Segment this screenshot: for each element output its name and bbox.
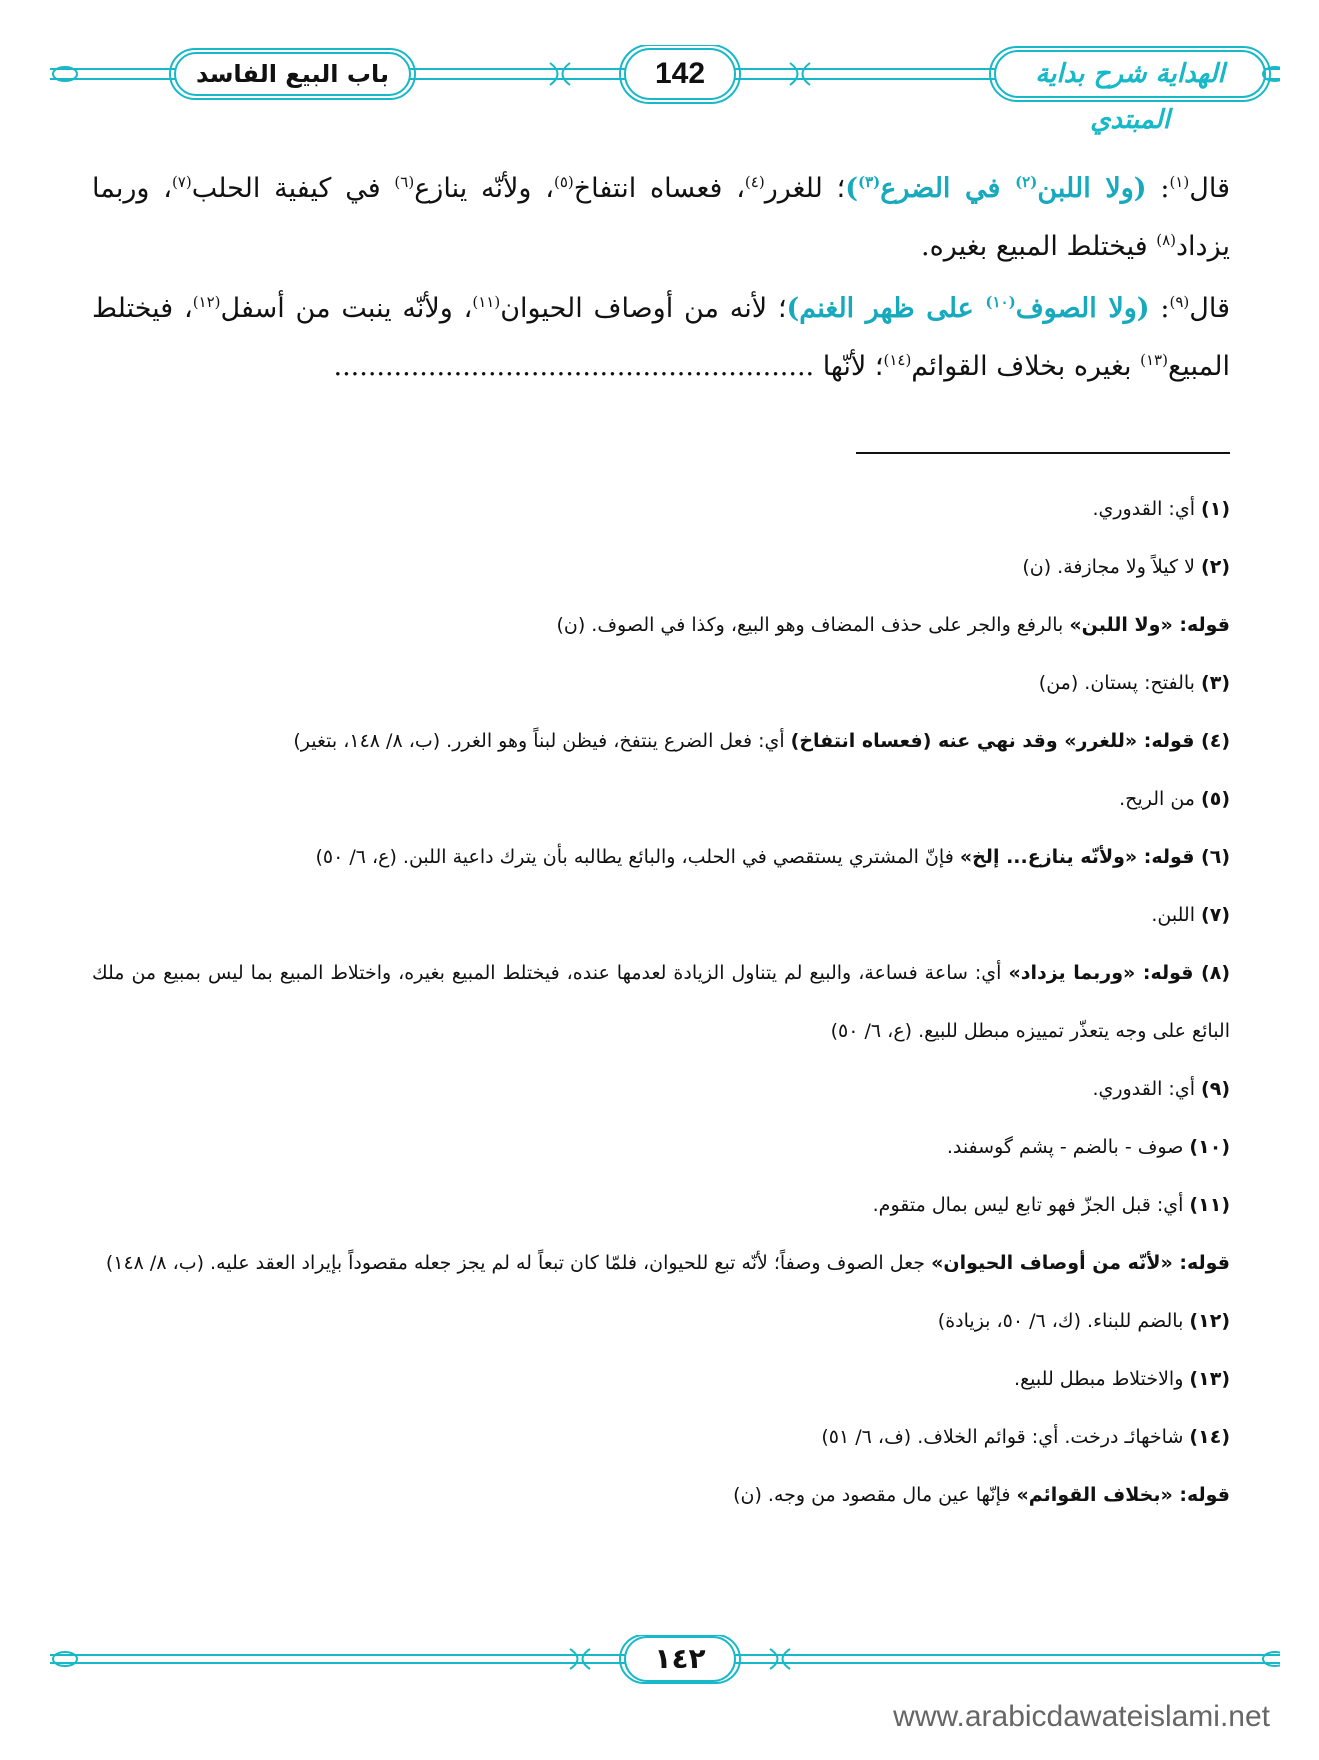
footnote-item <box>92 1118 1230 1176</box>
footnote-item <box>92 1176 1230 1234</box>
website-watermark: www.arabicdawateislami.net <box>893 1700 1270 1733</box>
text-run: قال <box>1189 293 1230 324</box>
footnote-lead: (٥) <box>1201 788 1230 810</box>
header-page-number: 142 <box>654 57 706 90</box>
main-paragraph-2 <box>92 280 1230 396</box>
footnote-lead: (١٤) <box>1189 1426 1230 1448</box>
footnote-ref: (١٢) <box>192 293 221 311</box>
footnote-lead: (١) <box>1201 498 1230 520</box>
footnote-item <box>92 944 1230 1060</box>
footnote-text: أي: ساعة فساعة، والبيع لم يتناول الزيادة لعدمها عنده، فيختلط المبيع بغيره، واختلاط المبيع بما ليس بمبيع من ملك البائع على وجه يتعذّر تمييزه مبطل للبيع. (ع، ٦/ ٥٠) <box>92 962 1230 1042</box>
footnote-lead: (٤) قوله: «للغرر» وقد نهي عنه (فعساه انتفاخ) <box>790 730 1230 752</box>
footnote-item <box>92 770 1230 828</box>
footnote-lead: قوله: «لأنّه من أوصاف الحيوان» <box>931 1252 1230 1274</box>
footnote-text: من الريح. <box>1119 788 1202 810</box>
main-text <box>92 160 1230 400</box>
text-run: (ولا الصوف <box>1015 293 1150 324</box>
text-run: ؛ للغرر <box>764 173 846 204</box>
text-run: (ولا اللبن <box>1037 173 1147 204</box>
text-run: قال <box>1189 173 1230 204</box>
footnote-lead: (٦) قوله: «ولأنّه ينازع... إلخ» <box>959 846 1230 868</box>
main-paragraph-1 <box>92 160 1230 276</box>
footnote-lead: (١١) <box>1189 1194 1230 1216</box>
footnote-text: لا كيلاً ولا مجازفة. (ن) <box>1022 556 1202 578</box>
matn-quote <box>787 293 1150 324</box>
footnote-item <box>92 538 1230 596</box>
footnote-ref: (٧) <box>171 173 192 191</box>
footnote-lead: (٢) <box>1201 556 1230 578</box>
footnote-item <box>92 1060 1230 1118</box>
text-run: : <box>1149 293 1170 324</box>
footnote-lead: قوله: «بخلاف القوائم» <box>1016 1484 1230 1506</box>
footnote-text: بالضم للبناء. (ك، ٦/ ٥٠، بزيادة) <box>937 1310 1190 1332</box>
footnote-ref: (١١) <box>472 293 501 311</box>
footnote-text: صوف - بالضم - پشم گوسفند. <box>946 1136 1190 1158</box>
text-run: بغيره بخلاف القوائم <box>911 351 1141 382</box>
page-header <box>50 45 1280 135</box>
text-run: في الضرع <box>880 173 1016 204</box>
footnote-item <box>92 828 1230 886</box>
footnote-ref: (١) <box>1169 173 1190 191</box>
footnote-text: جعل الصوف وصفاً؛ لأنّه تبع للحيوان، فلمّا كان تبعاً له لم يجز جعله مقصوداً بإيراد العقد عليه. (ب، ٨/ ١٤٨) <box>105 1252 932 1274</box>
continuation-dots: ........................................................ <box>333 351 815 382</box>
footnote-text: أي: فعل الضرع ينتفخ، فيظن لبناً وهو الغرر. (ب، ٨/ ١٤٨، بتغير) <box>293 730 791 752</box>
footnote-item <box>92 1292 1230 1350</box>
footnote-ref: (٩) <box>1169 293 1190 311</box>
footnote-lead: قوله: «ولا اللبن» <box>1069 614 1230 636</box>
footnote-text: شاخهائـ درخت. أي: قوائم الخلاف. (ف، ٦/ ٥١) <box>821 1426 1190 1448</box>
footnote-ref: (٨) <box>1156 231 1177 249</box>
footnote-ref: (٥) <box>553 173 574 191</box>
text-run: في كيفية الحلب <box>191 173 395 204</box>
text-run: ، ولأنّه ينازع <box>414 173 554 204</box>
footnote-item <box>92 1350 1230 1408</box>
footnote-ref: (٢) <box>1015 173 1038 191</box>
footnote-lead: (٣) <box>1201 672 1230 694</box>
page-footer <box>50 1635 1280 1685</box>
footnote-text: اللبن. <box>1151 904 1202 926</box>
footnote-text: أي: القدوري. <box>1092 1078 1202 1100</box>
footer-page-number: ١٤٢ <box>654 1642 706 1675</box>
footnote-lead: (١٢) <box>1189 1310 1230 1332</box>
footnote-text: أي: قبل الجزّ فهو تابع ليس بمال متقوم. <box>872 1194 1190 1216</box>
text-run: ، وربما يزداد <box>92 173 1230 262</box>
text-run: ) <box>845 173 858 204</box>
footnotes <box>92 480 1230 1524</box>
text-run: : <box>1146 173 1170 204</box>
chapter-title: باب البيع الفاسد <box>195 60 390 88</box>
footnote-text: فإنّ المشتري يستقصي في الحلب، والبائع يطالبه بأن يترك داعية اللبن. (ع، ٦/ ٥٠) <box>315 846 960 868</box>
footnote-item <box>92 654 1230 712</box>
text-run: ، فعساه انتفاخ <box>573 173 745 204</box>
book-title: الهداية شرح بداية المبتدي <box>1035 59 1225 135</box>
footnote-ref: (٤) <box>744 173 765 191</box>
footnote-text: بالفتح: پستان. (من) <box>1038 672 1202 694</box>
footnote-item <box>92 596 1230 654</box>
footnote-item <box>92 1466 1230 1524</box>
footnote-text: بالرفع والجر على حذف المضاف وهو البيع، وكذا في الصوف. (ن) <box>556 614 1070 636</box>
footnote-lead: (١٣) <box>1189 1368 1230 1390</box>
footnote-lead: (٩) <box>1201 1078 1230 1100</box>
footnote-text: والاختلاط مبطل للبيع. <box>1014 1368 1190 1390</box>
footnote-item <box>92 712 1230 770</box>
footnote-item <box>92 1408 1230 1466</box>
text-run: ؛ لأنه من أوصاف الحيوان <box>500 293 787 324</box>
footnote-item <box>92 480 1230 538</box>
footnote-text: فإنّها عين مال مقصود من وجه. (ن) <box>733 1484 1017 1506</box>
footnote-lead: (٨) قوله: «وربما يزداد» <box>1008 962 1231 984</box>
footnote-item <box>92 1234 1230 1292</box>
footnote-ref: (٦) <box>394 173 415 191</box>
matn-quote <box>845 173 1146 204</box>
text-run: ، فيختلط المبيع <box>92 293 1230 382</box>
footnote-item <box>92 886 1230 944</box>
footnote-ref: (١٤) <box>883 351 912 369</box>
footnote-ref: (١٣) <box>1140 351 1168 369</box>
footnote-ref: (٣) <box>857 173 881 191</box>
text-run: ، ولأنّه ينبت من أسفل <box>220 293 473 324</box>
text-run: فيختلط المبيع بغيره. <box>920 231 1157 262</box>
text-run: على ظهر الغنم) <box>786 293 986 324</box>
text-run: ؛ لأنّها <box>814 351 884 382</box>
footnote-lead: (١٠) <box>1189 1136 1230 1158</box>
footnote-ref: (١٠) <box>985 293 1016 311</box>
footnote-text: أي: القدوري. <box>1092 498 1202 520</box>
footnote-separator <box>856 452 1230 454</box>
footnote-lead: (٧) <box>1201 904 1230 926</box>
